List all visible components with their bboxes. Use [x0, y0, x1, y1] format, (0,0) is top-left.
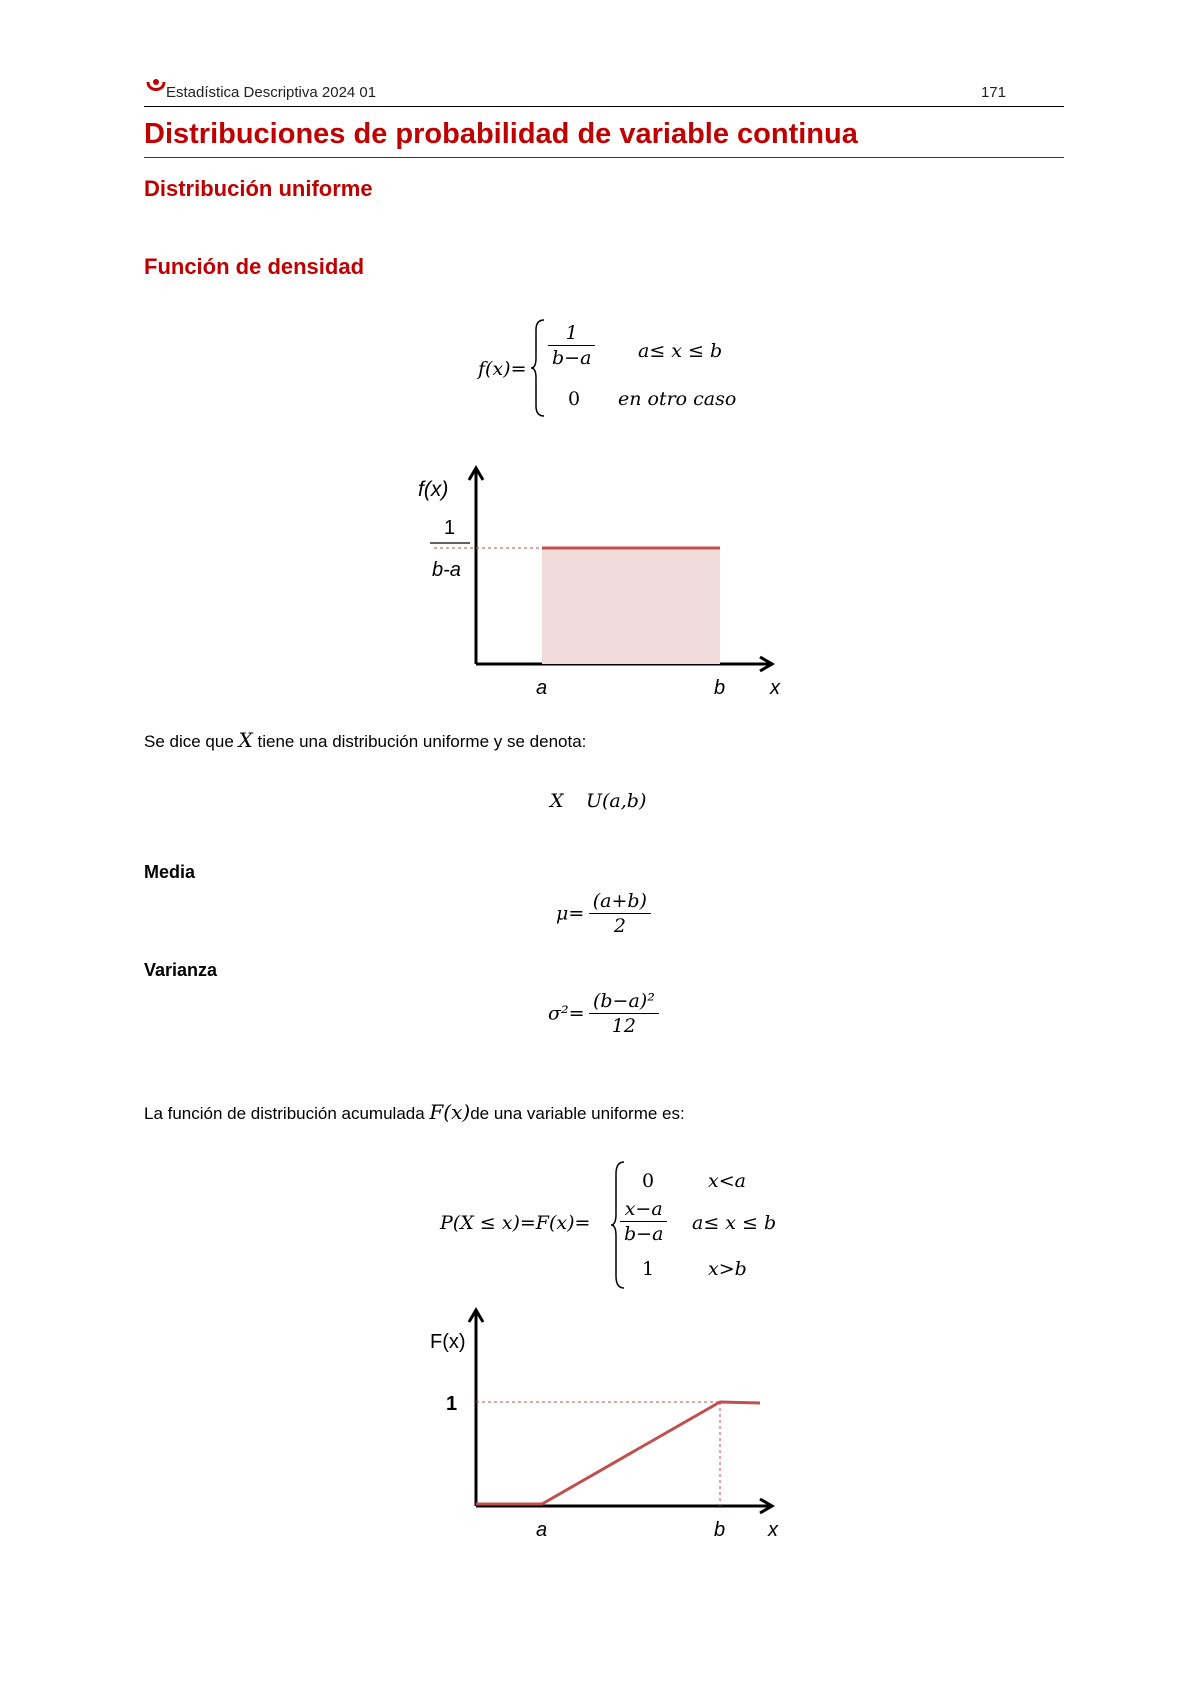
varianza-formula: σ²= $\frac{\text{(b−a)²}}{12}$ [548, 990, 659, 1037]
cdf-x-tick-a: a [536, 1519, 548, 1540]
cdf-line [476, 1402, 760, 1504]
cdf-y-tick: 1 [446, 1393, 458, 1415]
density-value-2: 0 [568, 388, 581, 410]
density-lhs: f(x)= [478, 358, 527, 380]
cdf-value-1: 0 [642, 1170, 655, 1192]
cdf-condition-3: x>b [708, 1258, 747, 1280]
density-x-tick-a: a [536, 677, 548, 699]
cdf-condition-2: a≤ x ≤ b [692, 1212, 777, 1234]
cdf-value-3: 1 [642, 1258, 655, 1280]
cdf-x-tick-b: b [714, 1519, 726, 1540]
cdf-fraction: $\frac{x-a}{b-a}$ [620, 1198, 667, 1245]
page-header [144, 84, 1064, 107]
var-fx: F(x) [429, 1100, 471, 1124]
university-logo-icon [144, 76, 168, 100]
cdf-x-label: x [768, 1519, 778, 1540]
paragraph-acumulada: La función de distribución acumulada F(x)de una variable uniforme es: [144, 1100, 685, 1124]
page-number: 171 [980, 84, 1006, 101]
left-brace-icon [530, 318, 546, 418]
var-x: X [238, 728, 253, 752]
density-x-label: x [770, 677, 780, 699]
subsection-heading: Función de densidad [144, 254, 365, 279]
cdf-y-label: F(x) [430, 1331, 466, 1353]
paragraph-denota: Se dice que X tiene una distribución uniforme y se denota: [144, 728, 587, 752]
density-fraction: $\frac{1}{b-a}$ [548, 322, 595, 369]
media-formula: μ= $\frac{(a+b)}{2}$ [556, 890, 651, 937]
notation-formula: X U(a,b) [550, 790, 647, 812]
cdf-formula [436, 1160, 796, 1290]
media-label: Media [144, 862, 196, 882]
density-condition-1: a≤ x ≤ b [638, 340, 723, 362]
cdf-chart [410, 1300, 790, 1540]
density-condition-2: en otro caso [618, 388, 737, 410]
cdf-lhs: P(X ≤ x)=F(x)= [440, 1212, 591, 1234]
density-y-label: f(x) [418, 478, 449, 501]
section-heading: Distribución uniforme [144, 176, 373, 201]
header-course-title: Estadística Descriptiva 2024 01 [166, 84, 377, 101]
density-x-tick-b: b [714, 677, 726, 699]
cdf-condition-1: x<a [708, 1170, 746, 1192]
density-chart [410, 460, 790, 700]
varianza-label: Varianza [144, 960, 218, 980]
density-formula [470, 318, 770, 418]
density-area [542, 548, 720, 664]
density-y-tick-num: 1 [444, 517, 456, 539]
density-y-tick-den: b-a [432, 559, 461, 581]
page-title: Distribuciones de probabilidad de variable continua [144, 118, 1064, 158]
